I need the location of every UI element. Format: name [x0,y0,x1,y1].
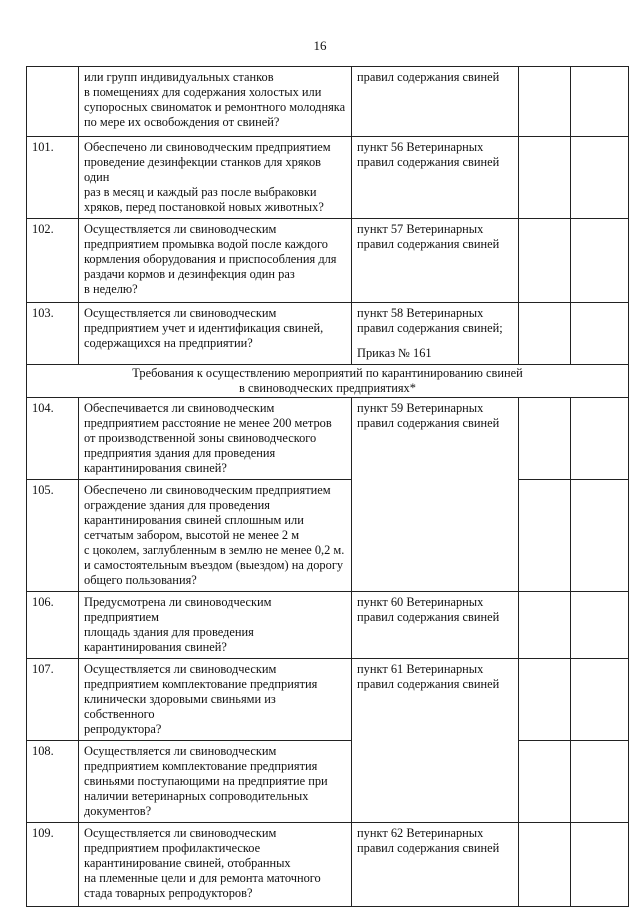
answer-cell [519,659,571,741]
table-row [27,398,629,480]
table-row [27,823,629,907]
note-cell [571,67,629,137]
section-header-row [27,365,629,398]
table-row [27,480,629,592]
row-number: 105. [27,480,79,592]
note-cell [571,659,629,741]
table-row [27,592,629,659]
row-number [27,67,79,137]
table-row [27,741,629,823]
row-number: 104. [27,398,79,480]
note-cell [571,303,629,365]
answer-cell [519,592,571,659]
answer-cell [519,137,571,219]
reference-text: пункт 62 Ветеринарных правил содержания свиней [352,823,519,907]
answer-cell [519,823,571,907]
answer-cell [519,480,571,592]
row-number: 108. [27,741,79,823]
row-number: 107. [27,659,79,741]
question-text: Осуществляется ли свиноводческим предприятием комплектование предприятия свиньями поступающими на предприятие при наличии ветеринарных сопроводительных документов? [79,741,352,823]
question-text: или групп индивидуальных станков в помещениях для содержания холостых или супоросных свиноматок и ремонтного молодняка по мере их освобождения от свиней? [79,67,352,137]
table-row [27,219,629,303]
reference-text: правил содержания свиней [352,67,519,137]
answer-cell [519,219,571,303]
note-cell [571,823,629,907]
reference-text: пункт 60 Ветеринарных правил содержания свиней [352,592,519,659]
question-text: Осуществляется ли свиноводческим предприятием учет и идентификация свиней, содержащихся на предприятии? [79,303,352,365]
answer-cell [519,67,571,137]
reference-text: пункт 61 Ветеринарных правил содержания свиней [352,659,519,823]
note-cell [571,741,629,823]
note-cell [571,219,629,303]
question-text: Обеспечено ли свиноводческим предприятием проведение дезинфекции станков для хряков один раз в месяц и каждый раз после выбраковки хряков, перед постановкой новых животных? [79,137,352,219]
note-cell [571,592,629,659]
page-number: 16 [313,38,327,53]
table-row [27,67,629,137]
reference-text: пункт 56 Ветеринарных правил содержания свиней [352,137,519,219]
table-row [27,137,629,219]
question-text: Осуществляется ли свиноводческим предприятием профилактическое карантинирование свиней, отобранных на племенные цели и для ремонта маточного стада товарных репродукторов? [79,823,352,907]
answer-cell [519,303,571,365]
note-cell [571,137,629,219]
question-text: Предусмотрена ли свиноводческим предприятием площадь здания для проведения карантинирования свиней? [79,592,352,659]
answer-cell [519,398,571,480]
reference-text: пункт 57 Ветеринарных правил содержания свиней [352,219,519,303]
table-row [27,659,629,741]
reference-text: пункт 58 Ветеринарных правил содержания свиней; [357,306,503,335]
section-header: Требования к осуществлению мероприятий по карантинированию свиней в свиноводческих предприятиях* [27,365,629,398]
reference-text: пункт 59 Ветеринарных правил содержания свиней [352,398,519,592]
question-text: Обеспечено ли свиноводческим предприятием ограждение здания для проведения карантинирования свиней сплошным или сетчатым забором, высотой не менее 2 м с цоколем, заглубленным в землю не менее 0,2 м. и самостоятельным въездом (выездом) на дорогу общего пользования? [79,480,352,592]
answer-cell [519,741,571,823]
reference-cell [352,303,519,365]
note-cell [571,480,629,592]
row-number: 101. [27,137,79,219]
row-number: 109. [27,823,79,907]
question-text: Обеспечивается ли свиноводческим предприятием расстояние не менее 200 метров от производственной зоны свиноводческого предприятия здания для проведения карантинирования свиней? [79,398,352,480]
reference-order: Приказ № 161 [357,346,432,360]
note-cell [571,398,629,480]
question-text: Осуществляется ли свиноводческим предприятием комплектование предприятия клинически здоровыми свиньями из собственного репродуктора? [79,659,352,741]
table-row [27,303,629,365]
row-number: 102. [27,219,79,303]
question-text: Осуществляется ли свиноводческим предприятием промывка водой после каждого кормления оборудования и приспособления для раздачи кормов и дезинфекция один раз в неделю? [79,219,352,303]
checklist-table [26,66,629,907]
row-number: 106. [27,592,79,659]
row-number: 103. [27,303,79,365]
